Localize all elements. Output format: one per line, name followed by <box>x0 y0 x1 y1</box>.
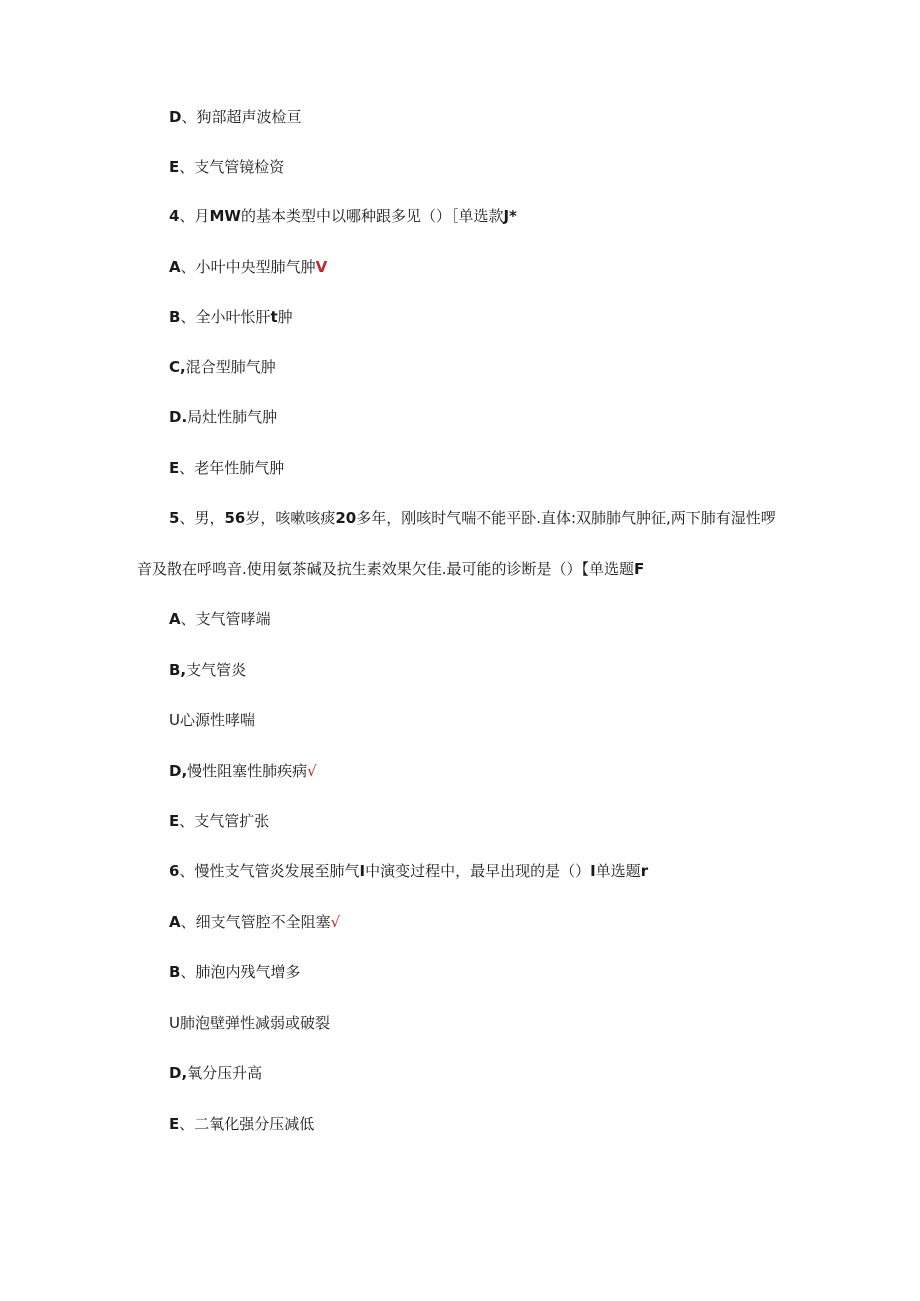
question-text-part: 、男， <box>179 509 225 527</box>
option-label: A <box>169 258 181 276</box>
question-text-part: 月 <box>194 207 210 225</box>
option-label: D. <box>169 408 188 426</box>
option-text: 心源性哮喘 <box>179 711 255 729</box>
question-text-part: 多年，刚咳时气喘不能平卧.直体:双肺肺气肿征,两下肺有湿性啰 <box>356 509 776 527</box>
option-text: 支气管哮端 <box>195 610 271 628</box>
option-text: 局灶性肺气肿 <box>187 408 278 426</box>
option-text: 老年性肺气肿 <box>194 459 285 477</box>
option-e-q5 <box>169 810 269 832</box>
option-c-q4 <box>169 356 276 378</box>
option-label: B <box>169 308 181 326</box>
option-label: D <box>169 108 182 126</box>
option-e-q3 <box>169 156 284 178</box>
correct-answer-mark: √ <box>307 762 317 780</box>
option-a-q4 <box>169 256 327 278</box>
option-label: A <box>169 913 181 931</box>
option-sep: 、 <box>179 812 195 830</box>
option-e-q6 <box>169 1113 314 1135</box>
option-label: D, <box>169 762 188 780</box>
option-label: U <box>169 711 180 729</box>
option-text: 狗部超声波检亘 <box>196 108 302 126</box>
question-number: 4 <box>169 207 180 225</box>
option-d-q5 <box>169 760 317 782</box>
option-label: D, <box>169 1064 188 1082</box>
option-e-q4 <box>169 457 284 479</box>
option-text-bold: t <box>270 308 278 326</box>
option-sep: 、 <box>180 258 196 276</box>
option-text: 小叶中央型肺气肿 <box>195 258 316 276</box>
option-b-q5 <box>169 659 246 681</box>
option-c-q5 <box>169 709 255 731</box>
question-text-part: 岁，咳嗽咳痰 <box>245 509 336 527</box>
option-text: 全小叶怅肝 <box>195 308 271 326</box>
question-sep: 、 <box>179 862 195 880</box>
option-label: B, <box>169 661 187 679</box>
option-label: C, <box>169 358 186 376</box>
question-number: 5 <box>169 509 180 527</box>
option-label: B <box>169 963 181 981</box>
option-text: 氧分压升高 <box>187 1064 263 1082</box>
option-c-q6 <box>169 1012 330 1034</box>
question-text-bold: F <box>634 560 645 578</box>
option-sep: 、 <box>181 108 197 126</box>
option-text: 慢性阻塞性肺疾病 <box>187 762 308 780</box>
question-text-bold: MW <box>209 207 241 225</box>
option-text-tail: 肿 <box>277 308 293 326</box>
option-sep: 、 <box>179 459 195 477</box>
option-d-q3 <box>169 106 301 128</box>
question-text-part: 音及散在呼鸣音.使用氨茶碱及抗生素效果欠佳.最可能的诊断是（）【单选题 <box>137 560 635 578</box>
option-b-q4 <box>169 306 293 328</box>
option-sep: 、 <box>179 1115 195 1133</box>
question-text-part: 慢性支气管炎发展至肺气 <box>194 862 360 880</box>
option-sep: 、 <box>180 308 196 326</box>
question-sep: 、 <box>179 207 195 225</box>
option-label: A <box>169 610 181 628</box>
question-text-bold: I <box>590 862 596 880</box>
option-label: E <box>169 812 180 830</box>
question-text-part: 中演变过程中，最早出现的是（） <box>365 862 591 880</box>
question-4 <box>169 205 517 227</box>
option-text: 二氧化强分压减低 <box>194 1115 315 1133</box>
option-text: 混合型肺气肿 <box>185 358 276 376</box>
option-sep: 、 <box>180 913 196 931</box>
option-text: 肺泡内残气增多 <box>195 963 301 981</box>
option-text: 支气管镜检资 <box>194 158 285 176</box>
option-text: 支气管炎 <box>186 661 247 679</box>
option-text: 细支气管腔不全阻塞 <box>195 913 331 931</box>
correct-answer-mark: V <box>315 258 328 276</box>
question-text-bold: I <box>359 862 366 880</box>
question-text-bold: 56 <box>224 509 246 527</box>
question-text-part: 单选题 <box>595 862 641 880</box>
option-sep: 、 <box>179 158 195 176</box>
question-number: 6 <box>169 862 180 880</box>
option-sep: 、 <box>180 963 196 981</box>
option-a-q5 <box>169 608 271 630</box>
correct-answer-mark: √ <box>330 913 341 931</box>
option-label: U <box>169 1014 180 1032</box>
option-sep: 、 <box>180 610 196 628</box>
question-text-bold: r <box>640 862 649 880</box>
question-5-line-1 <box>169 507 776 529</box>
option-d-q6 <box>169 1062 262 1084</box>
option-text: 支气管扩张 <box>194 812 270 830</box>
option-label: E <box>169 1115 180 1133</box>
option-label: E <box>169 459 180 477</box>
option-a-q6 <box>169 911 340 933</box>
option-text: 肺泡壁弹性减弱或破裂 <box>179 1014 330 1032</box>
question-6 <box>169 860 648 882</box>
question-text-part: 的基本类型中以哪种跟多见（）［单选款 <box>240 207 504 225</box>
question-5-line-2 <box>137 558 644 580</box>
option-b-q6 <box>169 961 300 983</box>
option-label: E <box>169 158 180 176</box>
option-d-q4 <box>169 406 277 428</box>
question-text-bold: 20 <box>335 509 357 527</box>
question-text-bold: J* <box>503 207 517 225</box>
